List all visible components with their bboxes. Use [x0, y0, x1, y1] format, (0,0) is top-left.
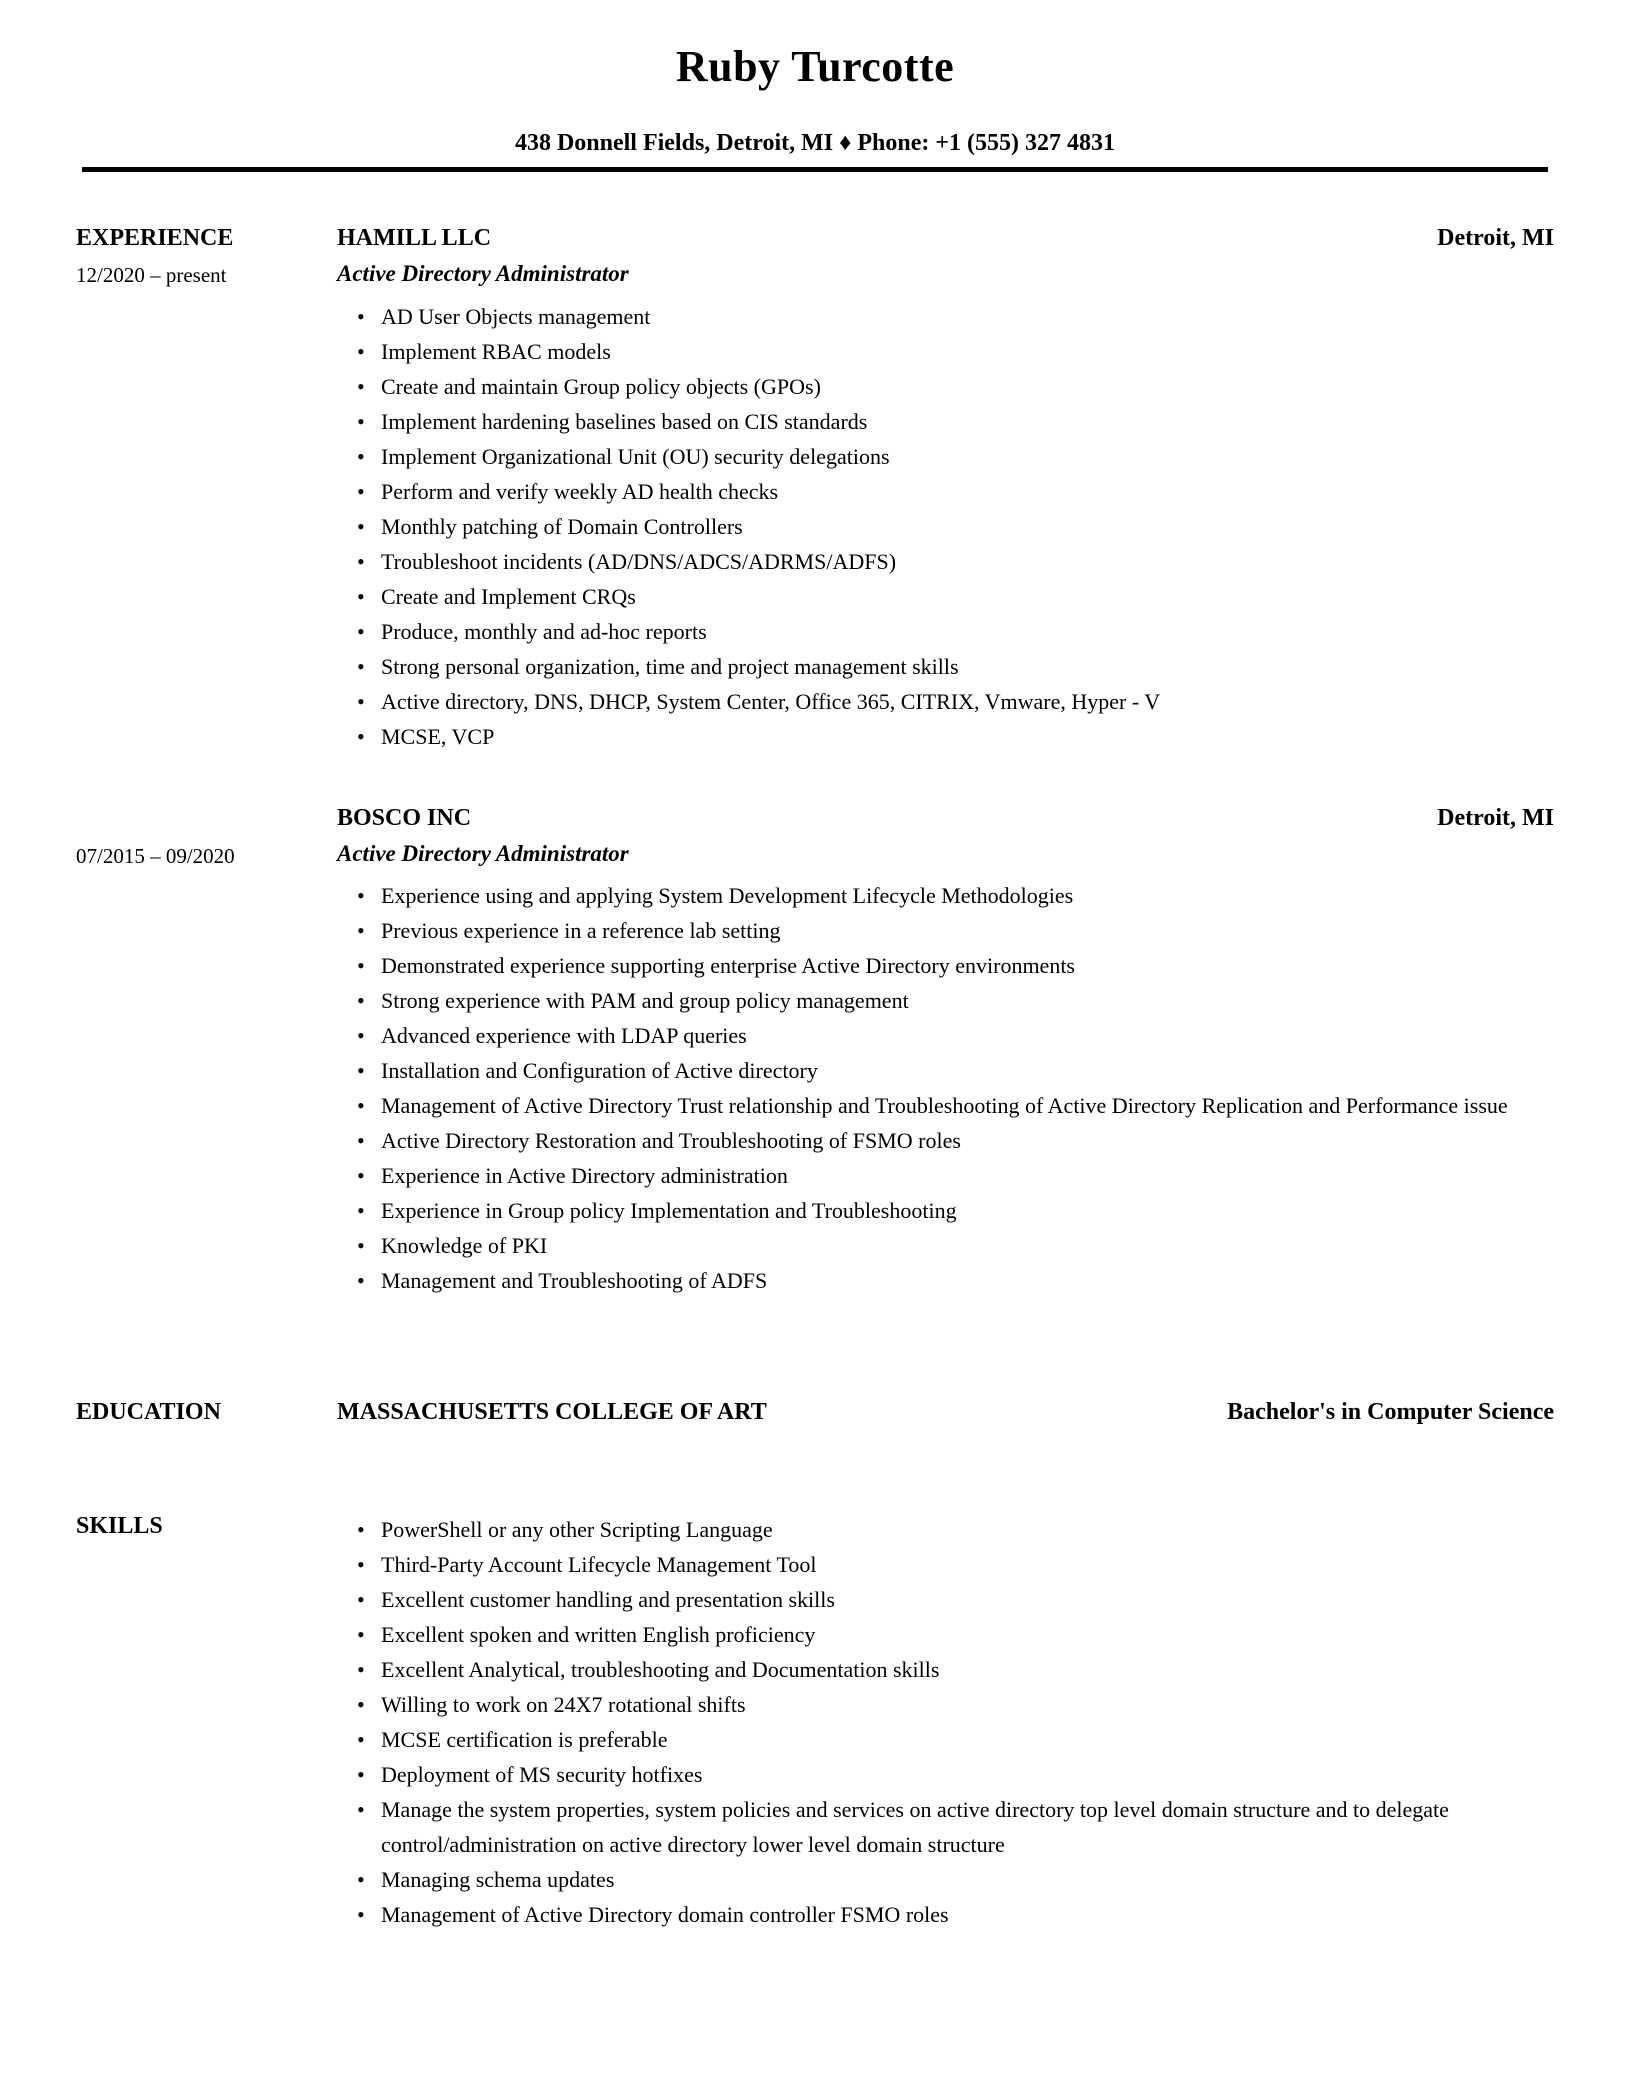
hamill-bullet-item: • Implement Organizational Unit (OU) security delegations	[337, 439, 1554, 474]
hamill-bullet-item: • Monthly patching of Domain Controllers	[337, 509, 1554, 544]
experience-job-bosco	[76, 804, 1554, 1298]
bosco-job-title: Active Directory Administrator	[337, 840, 629, 866]
skills-bullet-item: • Willing to work on 24X7 rotational shifts	[337, 1687, 1554, 1722]
bosco-details	[337, 804, 1554, 1298]
education-details	[337, 1398, 1554, 1427]
skills-bullet-item: • Excellent spoken and written English proficiency	[337, 1617, 1554, 1652]
bosco-bullet-item: • Previous experience in a reference lab setting	[337, 913, 1554, 948]
skills-bullet-item: • Third-Party Account Lifecycle Management Tool	[337, 1547, 1554, 1582]
skills-bullet-item: • Deployment of MS security hotfixes	[337, 1757, 1554, 1792]
contact-line: 438 Donnell Fields, Detroit, MI ♦ Phone: +1 (555) 327 4831	[514, 129, 1116, 156]
bosco-bullet-item: • Management of Active Directory Trust relationship and Troubleshooting of Active Directory Replication and Performance issue	[337, 1088, 1554, 1123]
header-divider	[82, 167, 1548, 172]
bosco-bullet-item: • Strong experience with PAM and group policy management	[337, 983, 1554, 1018]
skills-bullet-item: • PowerShell or any other Scripting Language	[337, 1512, 1554, 1547]
hamill-dates: 12/2020 – present	[76, 263, 227, 288]
hamill-location: Detroit, MI	[1437, 225, 1554, 252]
hamill-bullet-item: • Produce, monthly and ad-hoc reports	[337, 614, 1554, 649]
hamill-bullet-item: • MCSE, VCP	[337, 719, 1554, 754]
hamill-job-title: Active Directory Administrator	[337, 261, 629, 287]
bosco-left-column	[76, 804, 337, 869]
bosco-bullet-item: • Advanced experience with LDAP queries	[337, 1018, 1554, 1053]
bosco-bullet-item: • Experience using and applying System Development Lifecycle Methodologies	[337, 878, 1554, 913]
skills-bullet-item: • Managing schema updates	[337, 1862, 1554, 1897]
bosco-location: Detroit, MI	[1437, 804, 1554, 831]
experience-section-label: EXPERIENCE	[76, 225, 234, 252]
hamill-bullet-item: • Implement RBAC models	[337, 334, 1554, 369]
hamill-bullet-item: • AD User Objects management	[337, 299, 1554, 334]
bosco-bullet-item: • Installation and Configuration of Active directory	[337, 1053, 1554, 1088]
hamill-bullet-item: • Active directory, DNS, DHCP, System Center, Office 365, CITRIX, Vmware, Hyper - V	[337, 684, 1554, 719]
bosco-company-name: BOSCO INC	[337, 804, 472, 831]
experience-left-column	[76, 224, 337, 288]
hamill-details	[337, 224, 1554, 753]
school-name: MASSACHUSETTS COLLEGE OF ART	[337, 1399, 767, 1426]
bosco-bullet-item: • Management and Troubleshooting of ADFS	[337, 1263, 1554, 1298]
education-left-column	[76, 1398, 337, 1427]
education-section-label: EDUCATION	[76, 1399, 221, 1426]
hamill-bullet-item: • Perform and verify weekly AD health checks	[337, 474, 1554, 509]
education-section	[76, 1398, 1554, 1427]
hamill-bullet-item: • Create and Implement CRQs	[337, 579, 1554, 614]
bosco-bullet-item: • Experience in Group policy Implementation and Troubleshooting	[337, 1193, 1554, 1228]
education-header-row	[337, 1398, 1554, 1427]
hamill-bullet-item: • Troubleshoot incidents (AD/DNS/ADCS/ADRMS/ADFS)	[337, 544, 1554, 579]
skills-left-column	[76, 1512, 337, 1541]
degree-name: Bachelor's in Computer Science	[1227, 1399, 1554, 1426]
candidate-name: Ruby Turcotte	[675, 42, 955, 91]
hamill-bullet-item: • Strong personal organization, time and project management skills	[337, 649, 1554, 684]
skills-bullet-list	[337, 1512, 1554, 1932]
hamill-company-name: HAMILL LLC	[337, 225, 492, 252]
bosco-bullet-list	[337, 878, 1554, 1298]
skills-bullet-item: • Excellent Analytical, troubleshooting and Documentation skills	[337, 1652, 1554, 1687]
bosco-bullet-item: • Experience in Active Directory administration	[337, 1158, 1554, 1193]
bosco-bullet-item: • Active Directory Restoration and Troubleshooting of FSMO roles	[337, 1123, 1554, 1158]
skills-section-label: SKILLS	[76, 1512, 163, 1539]
bosco-bullet-item: • Demonstrated experience supporting enterprise Active Directory environments	[337, 948, 1554, 983]
skills-bullet-item: • Manage the system properties, system policies and services on active directory top level domain structure and to delegate control/administration on active directory lower level domain structure	[337, 1792, 1554, 1862]
hamill-header-row	[337, 224, 1554, 253]
bosco-bullet-item: • Knowledge of PKI	[337, 1228, 1554, 1263]
hamill-bullet-list	[337, 299, 1554, 754]
skills-section	[76, 1512, 1554, 1932]
hamill-bullet-item: • Create and maintain Group policy objects (GPOs)	[337, 369, 1554, 404]
experience-job-hamill	[76, 224, 1554, 753]
resume-header	[76, 42, 1554, 172]
hamill-bullet-item: • Implement hardening baselines based on CIS standards	[337, 404, 1554, 439]
skills-bullet-item: • MCSE certification is preferable	[337, 1722, 1554, 1757]
bosco-dates: 07/2015 – 09/2020	[76, 843, 235, 868]
skills-bullet-item: • Excellent customer handling and presentation skills	[337, 1582, 1554, 1617]
skills-details	[337, 1512, 1554, 1932]
skills-bullet-item: • Management of Active Directory domain controller FSMO roles	[337, 1897, 1554, 1932]
bosco-header-row	[337, 804, 1554, 833]
